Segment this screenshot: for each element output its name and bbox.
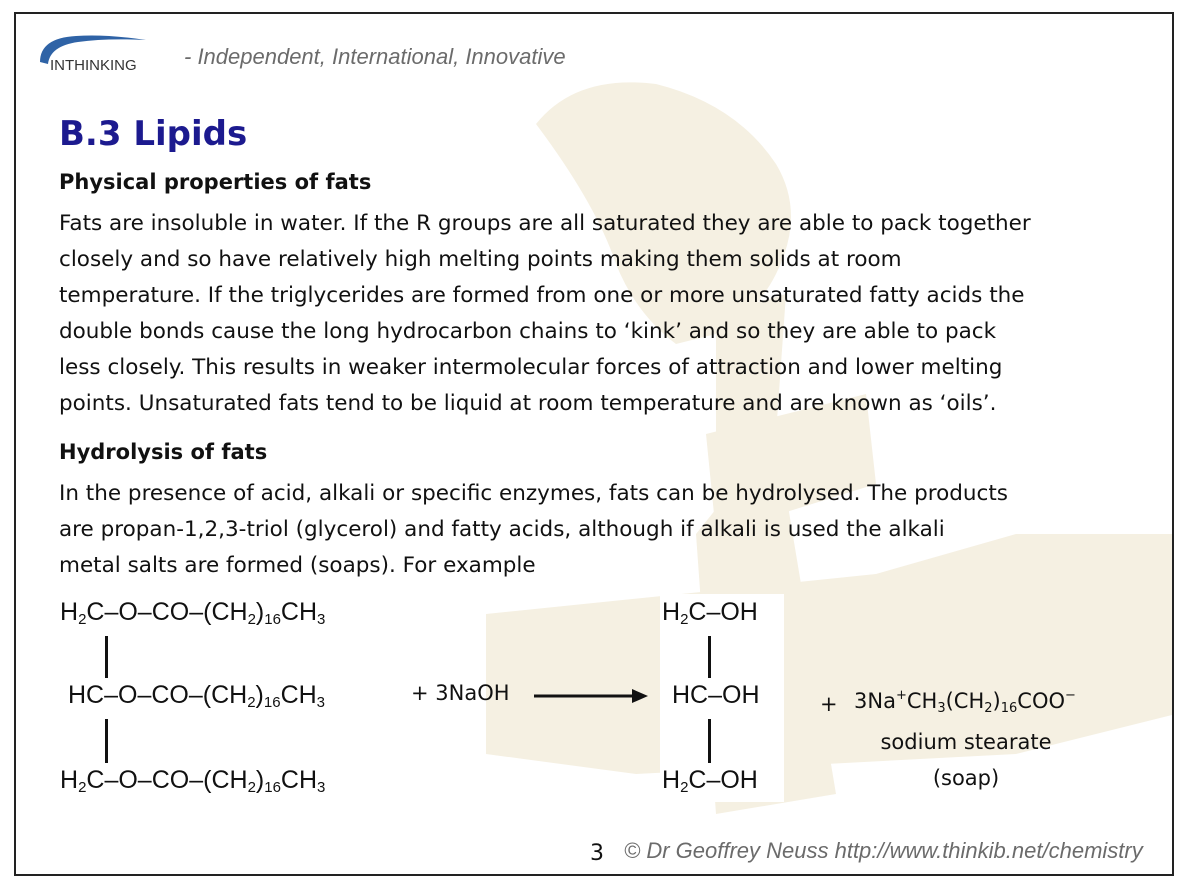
bond-line xyxy=(105,719,108,763)
paragraph-line: temperature. If the triglycerides are formed from one or more unsaturated fatty acids the xyxy=(59,283,1025,308)
glycerol-row-3: $H_2C-OH$ xyxy=(662,766,758,796)
triglyceride-row-1: $H_2C-O-CO-(CH_2)_{16}CH_3$ xyxy=(60,598,326,628)
triglyceride-row-3: $H_2C-O-CO-(CH_2)_{16}CH_3$ xyxy=(60,766,326,796)
plus-sign: + xyxy=(820,692,838,716)
inthinking-logo xyxy=(36,32,181,74)
logo-text: INTHINKING xyxy=(50,57,137,74)
section-heading-physical-properties: Physical properties of fats xyxy=(59,170,372,194)
slide: INTHINKING - Independent, International, Innovative B.3 Lipids Physical properties of fats Fats are insoluble in water. If the R groups are all saturated they are able to pack together closely and so have relatively high melting points making them solids at room temperature. If the triglycerides are formed from one or more unsaturated fatty acids the double bonds cause the long hydrocarbon chains to ‘kink’ and so they are able to pack less closely. This results in weaker intermolecular forces of attraction and lower melting points. Unsaturated fats tend to be liquid at room temperature and are known as ‘oils’. Hydrolysis of fats In the presence of acid, alkali or specific enzymes, fats can be hydrolysed. The products are propan-1,2,3-triol (glycerol) and fatty acids, although if alkali is used the alkali metal salts are formed (soaps). For example $H_2C-O-CO-(CH_2)_{16}CH_3$ $HC-O-CO-(CH_2)_{16}CH_3$ $H_2C-O-CO-(CH_2)_{16}CH_3$ + 3NaOH $H_2C-OH$ HC–OH $H_2C-OH$ + $3Na^+CH_3(CH_2)_{16}COO^-$ sodium stearate (soap) 3 © Dr Geoffrey Neuss http://www.thinkib.net/chemistry xyxy=(14,12,1174,876)
paragraph-line: metal salts are formed (soaps). For example xyxy=(59,553,536,578)
section-paragraph-physical-properties xyxy=(59,206,1031,422)
triglyceride-row-2: $HC-O-CO-(CH_2)_{16}CH_3$ xyxy=(68,681,326,711)
paragraph-line: points. Unsaturated fats tend to be liquid at room temperature and are known as ‘oils’. xyxy=(59,391,997,416)
page-title: B.3 Lipids xyxy=(59,114,248,154)
bond-line xyxy=(708,636,711,678)
soap-formula: $3Na^+CH_3(CH_2)_{16}COO^-$ xyxy=(854,688,1076,716)
paragraph-line: double bonds cause the long hydrocarbon chains to ‘kink’ and so they are able to pack xyxy=(59,319,997,344)
bond-line xyxy=(708,719,711,763)
paragraph-line: In the presence of acid, alkali or specific enzymes, fats can be hydrolysed. The products xyxy=(59,481,1008,506)
section-paragraph-hydrolysis xyxy=(59,476,1008,584)
page-number: 3 xyxy=(590,841,604,866)
paragraph-line: are propan-1,2,3-triol (glycerol) and fatty acids, although if alkali is used the alkali xyxy=(59,517,945,542)
footer-credit: © Dr Geoffrey Neuss http://www.thinkib.net/chemistry xyxy=(624,838,1143,863)
tagline: - Independent, International, Innovative xyxy=(184,44,566,69)
glycerol-row-2: HC–OH xyxy=(672,681,760,709)
paragraph-line: less closely. This results in weaker intermolecular forces of attraction and lower melting xyxy=(59,355,1003,380)
paragraph-line: closely and so have relatively high melting points making them solids at room xyxy=(59,247,902,272)
section-heading-hydrolysis: Hydrolysis of fats xyxy=(59,440,268,464)
reagent-naoh: + 3NaOH xyxy=(411,681,510,705)
reaction-arrow-icon xyxy=(534,686,649,706)
paragraph-line: Fats are insoluble in water. If the R groups are all saturated they are able to pack together xyxy=(59,211,1031,236)
glycerol-row-1: $H_2C-OH$ xyxy=(662,598,758,628)
bond-line xyxy=(105,636,108,678)
